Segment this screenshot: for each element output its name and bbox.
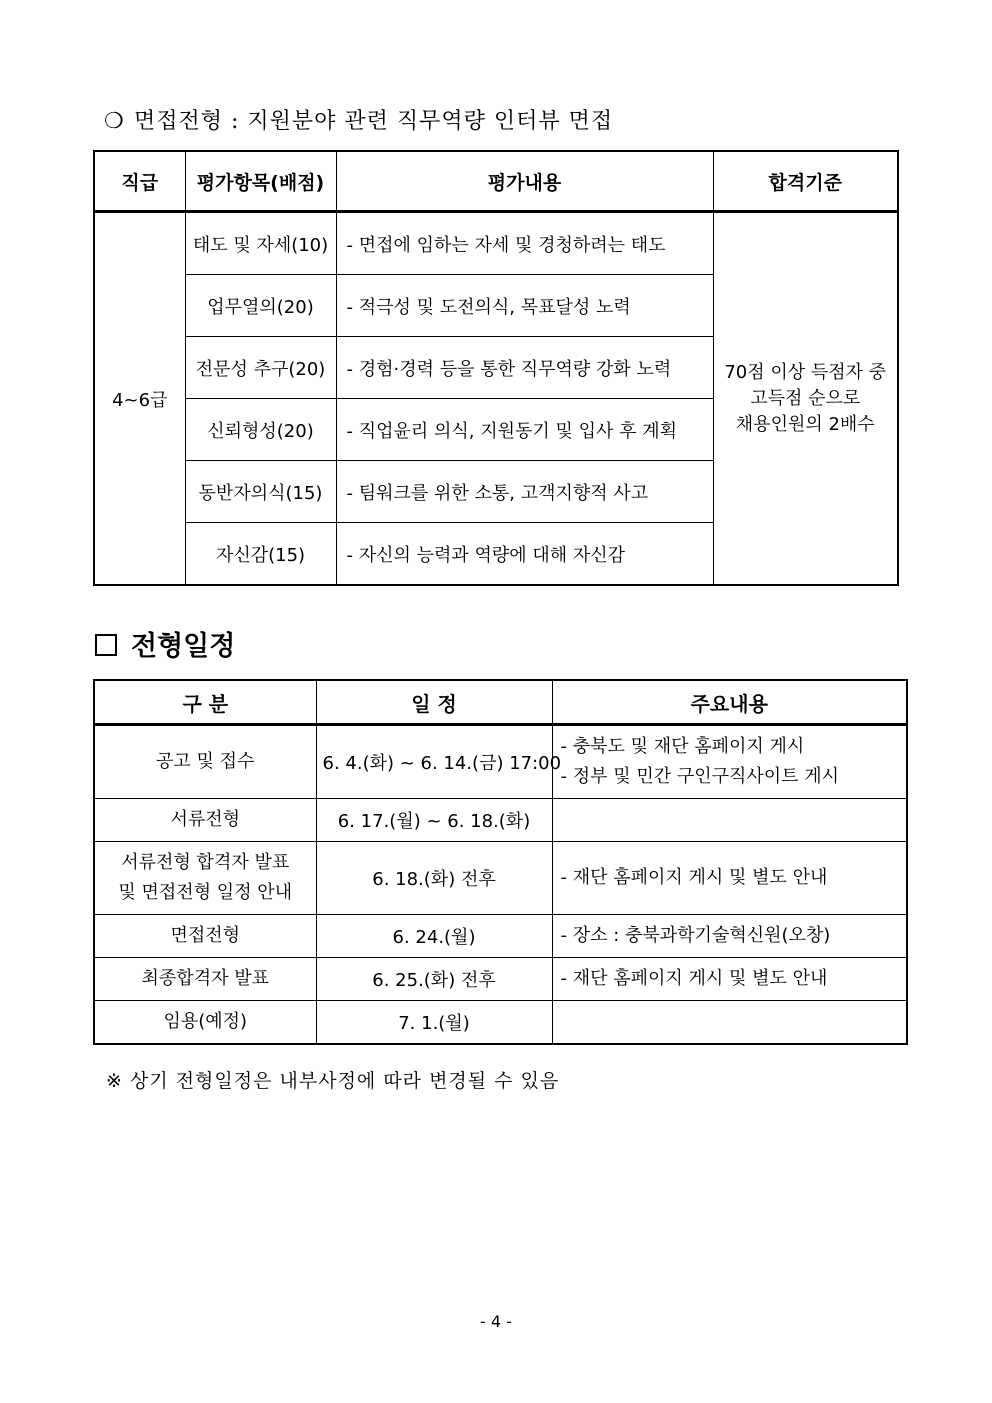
- category-text: 임용(예정): [163, 1011, 248, 1032]
- interview-evaluation-table: [93, 150, 899, 586]
- details-cell: [552, 1001, 907, 1045]
- grade-cell: 4~6급: [94, 212, 185, 586]
- header-grade: 직급: [94, 151, 185, 212]
- criteria-line: 고득점 순으로: [750, 387, 861, 409]
- category-text: 최종합격자 발표: [141, 968, 269, 989]
- eval-content: - 직업윤리 의식, 지원동기 및 입사 후 계획: [336, 399, 713, 461]
- category-text: 공고 및 접수: [156, 751, 255, 772]
- category-text: 서류전형 합격자 발표: [121, 852, 290, 873]
- header-category: 구 분: [94, 680, 316, 725]
- details-cell: [552, 958, 907, 1001]
- schedule-section-heading: [95, 624, 235, 663]
- interview-section-heading: [104, 104, 613, 135]
- eval-item: 자신감(15): [185, 523, 336, 586]
- category-cell: [94, 958, 316, 1001]
- table-row: [94, 915, 907, 958]
- date-cell: 6. 24.(월): [316, 915, 552, 958]
- details-cell: [552, 799, 907, 842]
- category-cell: [94, 915, 316, 958]
- details-cell: [552, 842, 907, 915]
- eval-content: - 경험·경력 등을 통한 직무역량 강화 노력: [336, 337, 713, 399]
- date-cell: 6. 25.(화) 전후: [316, 958, 552, 1001]
- interview-heading-text: 면접전형 : 지원분야 관련 직무역량 인터뷰 면접: [134, 109, 614, 134]
- table-row: [94, 1001, 907, 1045]
- schedule-note: ※ 상기 전형일정은 내부사정에 따라 변경될 수 있음: [106, 1070, 560, 1092]
- table-row: [94, 212, 898, 275]
- eval-item: 전문성 추구(20): [185, 337, 336, 399]
- detail-line: - 재단 홈페이지 게시 및 별도 안내: [560, 867, 828, 888]
- square-bullet-icon: [95, 634, 117, 656]
- header-pass-criteria: 합격기준: [713, 151, 898, 212]
- header-eval-item: 평가항목(배점): [185, 151, 336, 212]
- eval-content: - 면접에 임하는 자세 및 경청하려는 태도: [336, 212, 713, 275]
- detail-line: - 장소 : 충북과학기술혁신원(오창): [560, 925, 831, 946]
- schedule-table: [93, 679, 908, 1045]
- category-text: 및 면접전형 일정 안내: [118, 882, 293, 903]
- eval-item: 업무열의(20): [185, 275, 336, 337]
- eval-item: 동반자의식(15): [185, 461, 336, 523]
- table-row: [94, 842, 907, 915]
- eval-content: - 팀워크를 위한 소통, 고객지향적 사고: [336, 461, 713, 523]
- eval-content: - 적극성 및 도전의식, 목표달성 노력: [336, 275, 713, 337]
- detail-line: - 정부 및 민간 구인구직사이트 게시: [560, 766, 840, 787]
- table-row: [94, 958, 907, 1001]
- date-cell: 6. 17.(월) ~ 6. 18.(화): [316, 799, 552, 842]
- pass-criteria-cell: [713, 212, 898, 586]
- table-row: [94, 799, 907, 842]
- detail-line: - 충북도 및 재단 홈페이지 게시: [560, 736, 805, 757]
- category-text: 서류전형: [170, 809, 241, 830]
- table-header-row: [94, 151, 898, 212]
- details-cell: [552, 725, 907, 799]
- schedule-heading-text: 전형일정: [131, 631, 236, 662]
- category-cell: [94, 842, 316, 915]
- table-row: [94, 725, 907, 799]
- date-cell: 7. 1.(월): [316, 1001, 552, 1045]
- category-cell: [94, 725, 316, 799]
- eval-content: - 자신의 능력과 역량에 대해 자신감: [336, 523, 713, 586]
- eval-item: 태도 및 자세(10): [185, 212, 336, 275]
- date-cell: 6. 18.(화) 전후: [316, 842, 552, 915]
- table-header-row: [94, 680, 907, 725]
- header-date: 일 정: [316, 680, 552, 725]
- category-cell: [94, 799, 316, 842]
- criteria-line: 70점 이상 득점자 중: [724, 361, 887, 383]
- detail-line: - 재단 홈페이지 게시 및 별도 안내: [560, 968, 828, 989]
- page-number: - 4 -: [480, 1312, 512, 1331]
- header-eval-content: 평가내용: [336, 151, 713, 212]
- circle-bullet-icon: ❍: [104, 109, 125, 134]
- date-cell: 6. 4.(화) ~ 6. 14.(금) 17:00: [316, 725, 552, 799]
- criteria-line: 채용인원의 2배수: [735, 413, 875, 435]
- header-details: 주요내용: [552, 680, 907, 725]
- details-cell: [552, 915, 907, 958]
- category-cell: [94, 1001, 316, 1045]
- category-text: 면접전형: [170, 925, 241, 946]
- eval-item: 신뢰형성(20): [185, 399, 336, 461]
